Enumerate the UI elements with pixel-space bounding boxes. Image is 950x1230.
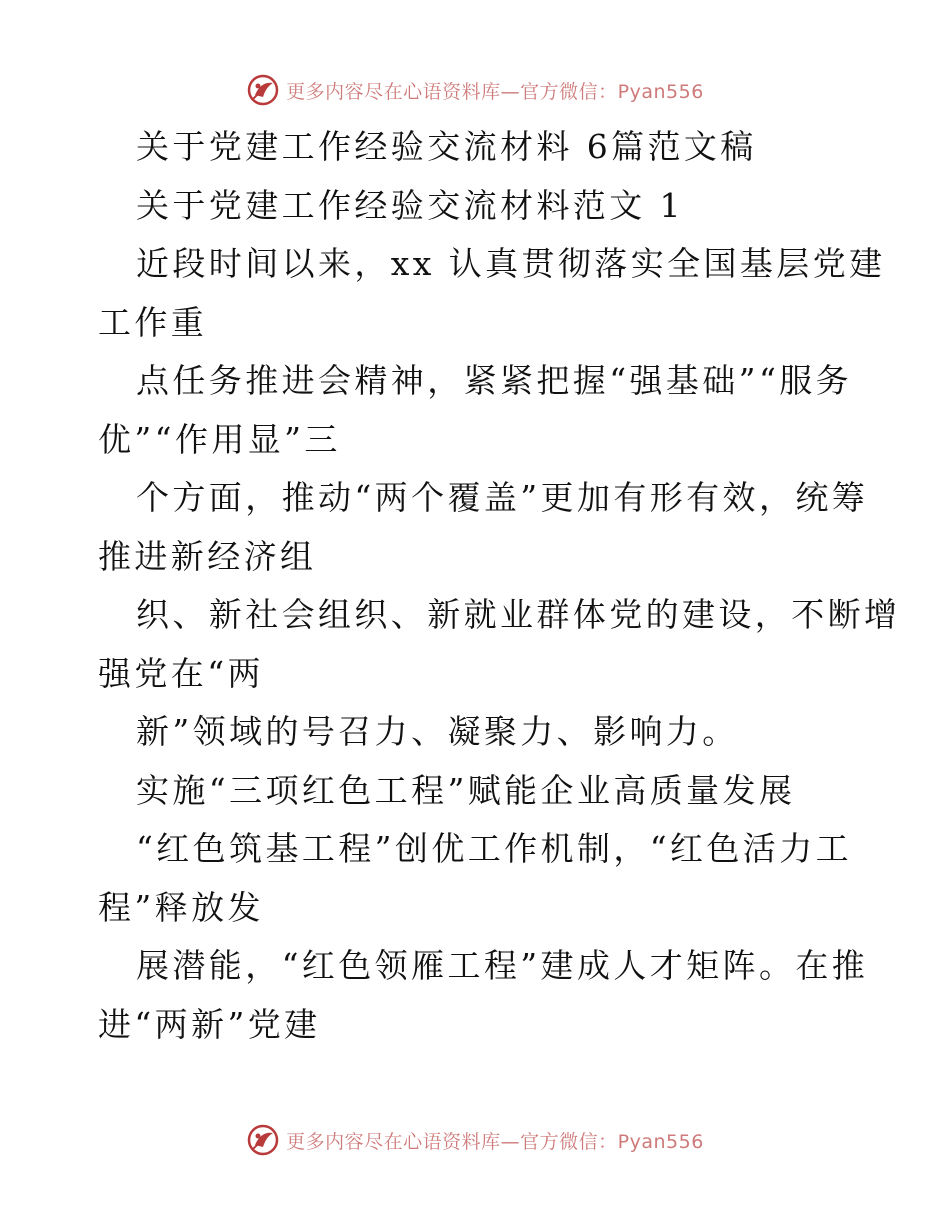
- watermark-text: 更多内容尽在心语资料库—官方微信：Pyan556: [286, 80, 704, 103]
- text-line: 展潜能，“红色领雁工程”建成人才矩阵。在推: [136, 946, 869, 985]
- text-line: 强党在“两: [98, 653, 264, 693]
- text-line: 程”释放发: [98, 887, 264, 927]
- text-line: 个方面，推动“两个覆盖”更加有形有效，统筹: [136, 478, 869, 517]
- text-line: 优”“作用显”三: [98, 419, 341, 459]
- text-line: 进“两新”党建: [98, 1004, 321, 1044]
- text-line: 工作重: [98, 302, 208, 342]
- text-line: 关于党建工作经验交流材料 6篇范文稿: [136, 127, 757, 166]
- text-line: 新”领域的号召力、凝聚力、影响力。: [136, 712, 739, 751]
- text-line: 点任务推进会精神，紧紧把握“强基础”“服务: [136, 361, 853, 400]
- text-line: 近段时间以来，xx 认真贯彻落实全国基层党建: [136, 244, 886, 283]
- text-line: 织、新社会组织、新就业群体党的建设，不断增: [136, 595, 901, 634]
- text-line: 关于党建工作经验交流材料范文 1: [136, 185, 684, 225]
- header-watermark: [0, 70, 950, 110]
- document-body: [98, 118, 901, 1054]
- text-line: 推进新经济组: [98, 536, 317, 576]
- red-logo-icon: [246, 73, 280, 107]
- text-line: 实施“三项红色工程”赋能企业高质量发展: [136, 770, 796, 810]
- text-line: “红色筑基工程”创优工作机制，“红色活力工: [136, 829, 853, 868]
- footer-watermark: [0, 1120, 950, 1160]
- red-logo-icon: [246, 1123, 280, 1157]
- watermark-text: 更多内容尽在心语资料库—官方微信：Pyan556: [286, 1130, 704, 1153]
